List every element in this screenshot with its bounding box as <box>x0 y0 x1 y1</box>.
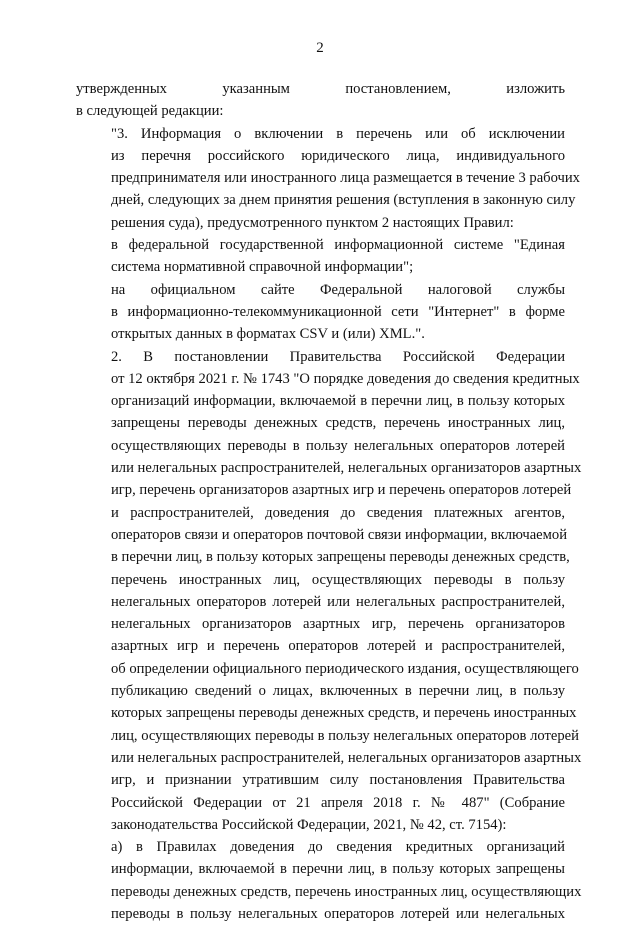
text-line: операторов связи и операторов почтовой связи информации, включаемой <box>111 526 568 543</box>
text-line: предпринимателя или иностранного лица размещается в течение 3 рабочих <box>111 170 580 187</box>
paragraph <box>76 836 582 925</box>
text-line: осуществляющих переводы в пользу нелегальных операторов лотерей <box>111 437 565 454</box>
text-line: решения суда), предусмотренного пунктом 2 настоящих Правил: <box>111 214 514 231</box>
text-line: в перечни лиц, в пользу которых запрещены переводы денежных средств, <box>111 549 570 566</box>
text-line: лиц, осуществляющих переводы в пользу нелегальных операторов лотерей <box>111 727 579 744</box>
text-line: "3. Информация о включении в перечень или об исключении <box>111 125 565 142</box>
text-line: система нормативной справочной информации"; <box>111 259 414 276</box>
text-line: от 12 октября 2021 г. № 1743 "О порядке доведения до сведения кредитных <box>111 370 580 387</box>
text-line: открытых данных в форматах CSV и (или) XML.". <box>111 326 425 343</box>
paragraph <box>76 234 565 279</box>
text-line: а) в Правилах доведения до сведения кредитных организаций <box>111 839 565 856</box>
text-line: утвержденных указанным постановлением, изложить <box>76 81 565 97</box>
text-line: перечень иностранных лиц, осуществляющих переводы в пользу <box>111 571 565 588</box>
paragraph <box>76 279 565 346</box>
text-line: и распространителей, доведения до сведения платежных агентов, <box>111 504 565 521</box>
text-line: игр, и признании утратившим силу постановления Правительства <box>111 772 565 789</box>
text-line: азартных игр и перечень операторов лотерей и распространителей, <box>111 638 565 655</box>
text-line: или нелегальных распространителей, нелегальных организаторов азартных <box>111 749 582 766</box>
text-line: которых запрещены переводы денежных средств, и перечень иностранных <box>111 705 577 722</box>
text-line: из перечня российского юридического лица, индивидуального <box>111 147 565 164</box>
page-number: 2 <box>316 40 324 56</box>
text-line: в федеральной государственной информационной системе "Единая <box>111 237 565 254</box>
text-line: или нелегальных распространителей, нелегальных организаторов азартных <box>111 460 582 477</box>
text-line: в следующей редакции: <box>76 103 224 120</box>
text-line: информации, включаемой в перечни лиц, в пользу которых запрещены <box>111 861 565 878</box>
paragraph <box>76 346 582 837</box>
text-line: организаций информации, включаемой в перечни лиц, в пользу которых <box>111 393 565 410</box>
text-line: на официальном сайте Федеральной налоговой службы <box>111 281 565 298</box>
text-line: переводы денежных средств, перечень иностранных лиц, осуществляющих <box>111 883 582 900</box>
text-line: публикацию сведений о лицах, включенных в перечни лиц, в пользу <box>111 683 565 700</box>
text-line: переводы в пользу нелегальных операторов лотерей или нелегальных <box>111 905 565 922</box>
text-line: об определении официального периодического издания, осуществляющего <box>111 660 579 677</box>
text-line: законодательства Российской Федерации, 2021, № 42, ст. 7154): <box>111 816 507 833</box>
text-line: игр, перечень организаторов азартных игр и перечень операторов лотерей <box>111 482 572 499</box>
paragraph <box>76 78 565 123</box>
paragraph <box>76 123 580 234</box>
text-line: Российской Федерации от 21 апреля 2018 г. № 487" (Собрание <box>111 794 565 811</box>
text-line: нелегальных организаторов азартных игр, перечень организаторов <box>111 616 565 633</box>
text-line: запрещены переводы денежных средств, перечень иностранных лиц, <box>111 415 565 432</box>
text-line: в информационно-телекоммуникационной сети "Интернет" в форме <box>111 303 565 320</box>
text-line: 2. В постановлении Правительства Российской Федерации <box>111 348 565 365</box>
text-line: дней, следующих за днем принятия решения (вступления в законную силу <box>111 192 576 209</box>
text-line: нелегальных операторов лотерей или нелегальных распространителей, <box>111 593 565 610</box>
document-body <box>76 78 582 925</box>
